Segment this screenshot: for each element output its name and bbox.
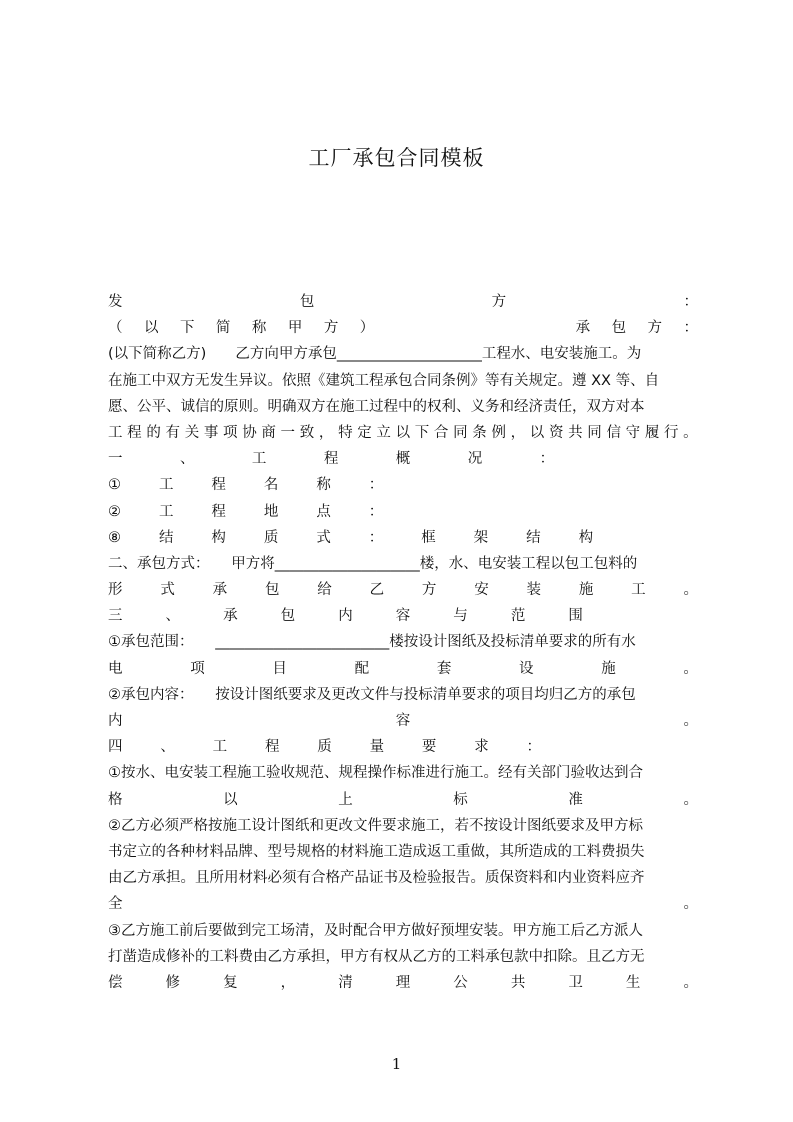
paragraph-line: 发 包 方 ： <box>108 294 698 310</box>
paragraph-line: ② 工 程 地 点 ： <box>108 503 384 520</box>
paragraph-line: 偿 修 复 ， 清 理 公 共 卫 生 。 <box>108 974 698 991</box>
paragraph-line: 形 式 承 包 给 乙 方 安 装 施 工 。 <box>108 582 698 599</box>
paragraph-line: ②乙方必须严格按施工设计图纸和更改文件要求施工，若不按设计图纸要求及甲方标 <box>108 817 643 834</box>
paragraph-line: ⑧ 结 构 质 式 ： 框 架 结 构 <box>108 529 594 546</box>
paragraph-line: 愿、公平、诚信的原则。明确双方在施工过程中的权利、义务和经济责任，双方对本 <box>108 398 645 415</box>
paragraph-line: 二、承包方式： 甲方将____________________楼，水、电安装工程以包工包料的 <box>108 555 638 572</box>
paragraph-line: 工 程 的 有 关 事 项 协 商 一 致 ， 特 定 立 以 下 合 同 条 例 ， 以 资 共 同 信 守 履 行 。 <box>108 424 698 441</box>
paragraph-line: ③乙方施工前后要做到完工场清，及时配合甲方做好预埋安装。甲方施工后乙方派人 <box>108 922 643 939</box>
paragraph-line: 全 。 <box>108 896 698 913</box>
paragraph-line: ②承包内容： 按设计图纸要求及更改文件与投标清单要求的项目均归乙方的承包 <box>108 686 636 703</box>
paragraph-line: (以下简称乙方) 乙方向甲方承包____________________工程水、电安装施工。为 <box>108 346 642 363</box>
paragraph-line: ① 工 程 名 称 ： <box>108 477 384 494</box>
paragraph-line: 书定立的各种材料品牌、型号规格的材料施工造成返工重做，其所造成的工料费损失 <box>108 843 645 860</box>
paragraph-line: 电 项 目 配 套 设 施 。 <box>108 660 698 677</box>
paragraph-line: 由乙方承担。且所用材料必须有合格产品证书及检验报告。质保资料和内业资料应齐 <box>108 870 645 887</box>
paragraph-line: 在施工中双方无发生异议。依照《建筑工程承包合同条例》等有关规定。遵 XX 等、自 <box>108 372 660 389</box>
paragraph-line: 三 、 承 包 内 容 与 范 围 <box>108 608 583 625</box>
paragraph-line: 打凿造成修补的工料费由乙方承担，甲方有权从乙方的工料承包款中扣除。且乙方无 <box>108 948 645 965</box>
page-number: 1 <box>391 1055 402 1073</box>
document-body <box>108 289 698 996</box>
paragraph-line: 一 、 工 程 概 况 ： <box>108 451 555 468</box>
paragraph-line: 内 容 。 <box>108 713 698 729</box>
document-title: 工厂承包合同模板 <box>308 146 485 170</box>
paragraph-line: （ 以 下 简 称 甲 方 ） 承 包 方 ： <box>108 320 698 337</box>
paragraph-line: ①承包范围： ________________________楼按设计图纸及投标清单要求的所有水 <box>108 634 636 651</box>
paragraph-line: ①按水、电安装工程施工验收规范、规程操作标准进行施工。经有关部门验收达到合 <box>108 765 643 782</box>
paragraph-line: 四 、 工 程 质 量 要 求 ： <box>108 739 541 756</box>
paragraph-line: 格 以 上 标 准 。 <box>108 791 698 808</box>
